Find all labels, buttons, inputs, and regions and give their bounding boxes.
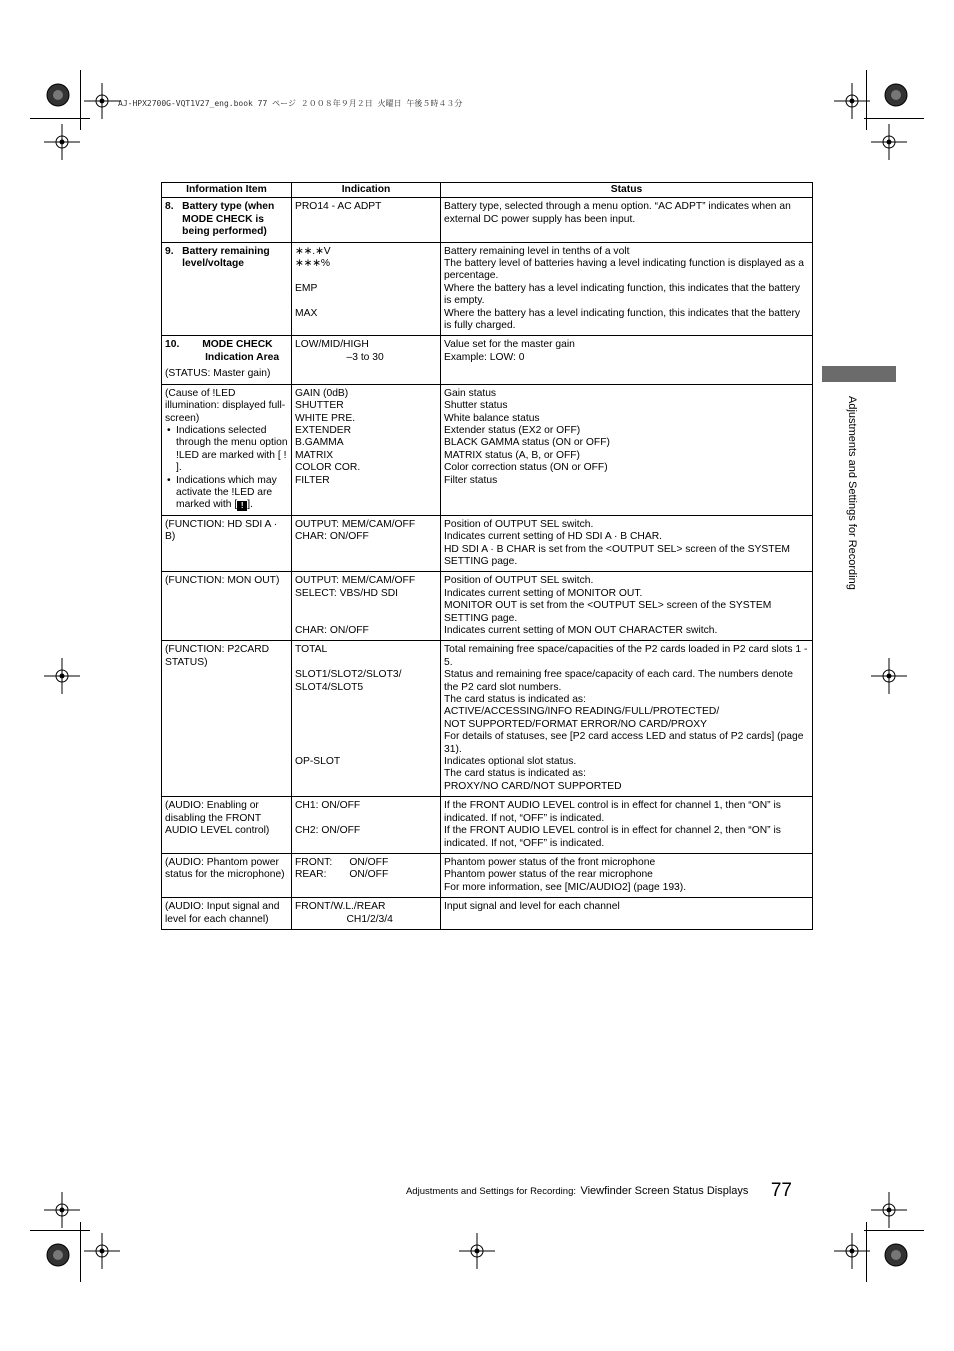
indication-text: SLOT4/SLOT5: [295, 681, 364, 693]
exclamation-box-icon: !: [237, 501, 247, 511]
indication-text: [295, 719, 437, 731]
status-text: Indicates current setting of MON OUT CHARACTER switch.: [444, 625, 718, 636]
item-text: (FUNCTION: P2CARD STATUS): [165, 644, 272, 668]
status-text: Color correction status (ON or OFF): [444, 462, 608, 474]
item-text: (FUNCTION: HD SDI A · B): [165, 518, 280, 543]
print-header-line: AJ-HPX2700G-VQT1V27_eng.book 77 ページ ２００８年９月２日 火曜日 午後５時４３分: [118, 99, 463, 108]
status-cell: [441, 515, 813, 572]
item-cell: [162, 853, 292, 897]
table-row: [162, 641, 813, 797]
item-text: 8. Battery type (when: [165, 201, 275, 213]
indication-text: B.GAMMA: [295, 437, 344, 449]
status-text: Status and remaining free space/capacity of each card. The numbers denote the P2 card slot numbers.: [444, 669, 796, 693]
crosshair-mark-icon: [44, 124, 80, 160]
status-text: Where the battery has a level indicating function, this indicates that the battery is empty.: [444, 282, 803, 307]
status-text: Input signal and level for each channel: [444, 901, 620, 913]
status-text: For details of statuses, see [P2 card access LED and status of P2 cards] (page 31).: [444, 731, 807, 755]
indication-text: FRONT: ON/OFF: [295, 856, 389, 868]
item-text: (AUDIO: Enabling or disabling the FRONT AUDIO LEVEL control): [165, 800, 270, 837]
item-cell: [162, 384, 292, 515]
indication-text: ∗∗.∗V: [295, 245, 331, 257]
status-cell: [441, 797, 813, 854]
item-text: level/voltage: [165, 258, 244, 270]
crosshair-mark-icon: [871, 658, 907, 694]
indication-cell: [292, 572, 441, 641]
item-cell: [162, 515, 292, 572]
indication-text: FILTER: [295, 474, 330, 486]
table-row: [162, 853, 813, 897]
column-header-item: Information Item: [162, 183, 292, 198]
section-tab-marker: [822, 366, 896, 382]
crop-line: [30, 1230, 90, 1231]
status-text: NOT SUPPORTED/FORMAT ERROR/NO CARD/PROXY: [444, 718, 707, 730]
crosshair-mark-icon: [84, 1233, 120, 1269]
status-cell: [441, 898, 813, 930]
table-row: [162, 198, 813, 242]
crosshair-mark-icon: [834, 83, 870, 119]
indication-text: FRONT/W.L./REAR: [295, 901, 386, 913]
item-cell: [162, 336, 292, 384]
footer-title: Viewfinder Screen Status Displays: [580, 1185, 749, 1197]
page-number: 77: [770, 1180, 792, 1201]
table-header-row: [162, 183, 813, 198]
crop-line: [80, 1222, 81, 1282]
status-text: The battery level of batteries having a level indicating function is displayed as a percentage.: [444, 258, 807, 282]
crosshair-mark-icon: [834, 1233, 870, 1269]
indication-text: COLOR COR.: [295, 462, 361, 474]
status-text: MATRIX status (A, B, or OFF): [444, 449, 580, 461]
status-text: White balance status: [444, 412, 540, 424]
crop-line: [864, 118, 924, 119]
crop-line: [866, 70, 867, 130]
indication-text: LOW/MID/HIGH: [295, 339, 369, 351]
indication-text: WHITE PRE.: [295, 412, 356, 424]
indication-text: MATRIX: [295, 449, 334, 461]
registration-disc-icon: [884, 83, 908, 107]
indication-text: OUTPUT: MEM/CAM/OFF: [295, 518, 416, 530]
indication-cell: [292, 384, 441, 515]
status-text: Indicates optional slot status.: [444, 756, 577, 768]
status-text: Value set for the master gain: [444, 339, 575, 351]
status-text: Indicates current setting of HD SDI A · B CHAR.: [444, 531, 663, 543]
indication-cell: [292, 515, 441, 572]
item-text: MODE CHECK is: [165, 213, 264, 225]
table-row: [162, 898, 813, 930]
indication-text: [295, 295, 437, 307]
indication-text: –3 to 30: [295, 351, 384, 363]
indication-cell: [292, 336, 441, 384]
column-header-indication: Indication: [292, 183, 441, 198]
indication-cell: [292, 641, 441, 797]
status-text: Battery type, selected through a menu option. “AC ADPT” indicates when an external DC power supply has been input.: [444, 201, 794, 225]
item-cell: [162, 572, 292, 641]
status-cell: [441, 242, 813, 336]
indication-text: ∗∗∗%: [295, 258, 331, 270]
indication-cell: [292, 898, 441, 930]
registration-disc-icon: [884, 1243, 908, 1267]
indication-text: GAIN (0dB): [295, 387, 349, 399]
status-cell: [441, 853, 813, 897]
crop-line: [30, 118, 90, 119]
crosshair-mark-icon: [871, 1192, 907, 1228]
status-text: The card status is indicated as:: [444, 694, 586, 706]
indication-text: OUTPUT: MEM/CAM/OFF: [295, 575, 416, 587]
page-footer: [406, 1180, 792, 1202]
table-row: [162, 384, 813, 515]
item-bullet: [165, 425, 288, 475]
column-header-status: Status: [441, 183, 813, 198]
status-text: The card status is indicated as:: [444, 768, 586, 780]
indication-text: EMP: [295, 282, 318, 294]
status-text: Indicates current setting of MONITOR OUT.: [444, 587, 643, 599]
registration-disc-icon: [46, 1243, 70, 1267]
status-text: HD SDI A · B CHAR is set from the <OUTPUT SEL> screen of the SYSTEM SETTING page.: [444, 543, 793, 567]
item-text: being performed): [165, 226, 267, 238]
item-text: (AUDIO: Input signal and level for each channel): [165, 901, 283, 925]
item-cell: [162, 898, 292, 930]
item-cell: [162, 198, 292, 242]
indication-text: [295, 600, 437, 612]
status-text: MONITOR OUT is set from the <OUTPUT SEL> screen of the SYSTEM SETTING page.: [444, 600, 775, 624]
registration-disc-icon: [46, 83, 70, 107]
status-text: Position of OUTPUT SEL switch.: [444, 518, 594, 530]
side-section-label: Adjustments and Settings for Recording: [846, 396, 858, 590]
indication-text: SHUTTER: [295, 400, 344, 412]
indication-text: REAR: ON/OFF: [295, 869, 389, 881]
indication-cell: [292, 242, 441, 336]
crosshair-mark-icon: [44, 1192, 80, 1228]
indication-text: [295, 706, 437, 718]
indication-text: SLOT1/SLOT2/SLOT3/: [295, 669, 402, 681]
crop-line: [866, 1222, 867, 1282]
item-cell: [162, 242, 292, 336]
status-text: Shutter status: [444, 400, 508, 412]
indication-text: CH2: ON/OFF: [295, 825, 361, 837]
status-text: For more information, see [MIC/AUDIO2] (page 193).: [444, 881, 687, 893]
status-text: Extender status (EX2 or OFF): [444, 424, 581, 436]
indication-text: [295, 613, 437, 625]
item-subtext: (STATUS: Master gain): [165, 368, 271, 380]
status-cell: [441, 384, 813, 515]
indication-text: EXTENDER: [295, 424, 352, 436]
item-bullet-text: Indications which may activate the !LED are marked with [: [176, 474, 277, 511]
status-text: Phantom power status of the front microphone: [444, 856, 656, 868]
item-bullet-text: Indications selected through the menu option !LED are marked with [ ! ].: [176, 424, 288, 474]
status-text: Where the battery has a level indicating function, this indicates that the battery is fully charged.: [444, 307, 803, 332]
status-text: Filter status: [444, 474, 498, 486]
item-text: (AUDIO: Phantom power status for the microphone): [165, 856, 285, 881]
item-text: (FUNCTION: MON OUT): [165, 575, 280, 587]
indication-text: [295, 657, 437, 669]
status-cell: [441, 198, 813, 242]
item-bullet: [165, 475, 288, 512]
status-text: PROXY/NO CARD/NOT SUPPORTED: [444, 780, 622, 792]
table-row: [162, 797, 813, 854]
item-bullet-list: [165, 425, 288, 512]
item-text: Indication Area: [165, 351, 280, 363]
indication-text: MAX: [295, 307, 318, 319]
indication-cell: [292, 198, 441, 242]
indication-text: PRO14 - AC ADPT: [295, 201, 382, 213]
crop-line: [80, 70, 81, 130]
status-text: Example: LOW: 0: [444, 351, 525, 363]
indication-text: OP-SLOT: [295, 755, 341, 767]
status-display-table: [161, 182, 813, 930]
indication-text: SELECT: VBS/HD SDI: [295, 587, 398, 599]
indication-text: [295, 694, 437, 706]
item-bullet-tail: ].: [247, 499, 253, 511]
status-cell: [441, 336, 813, 384]
indication-text: [295, 813, 437, 825]
crop-line: [864, 1230, 924, 1231]
crosshair-mark-icon: [44, 658, 80, 694]
indication-text: CHAR: ON/OFF: [295, 531, 369, 543]
indication-text: CH1: ON/OFF: [295, 800, 361, 812]
crosshair-mark-icon: [84, 83, 120, 119]
status-text: ACTIVE/ACCESSING/INFO READING/FULL/PROTECTED/: [444, 706, 720, 718]
table-body: [162, 198, 813, 930]
status-cell: [441, 641, 813, 797]
indication-cell: [292, 797, 441, 854]
item-text: 10. MODE CHECK: [165, 339, 273, 351]
indication-text: TOTAL: [295, 644, 328, 656]
crosshair-mark-icon: [871, 124, 907, 160]
indication-text: CHAR: ON/OFF: [295, 624, 369, 636]
status-text: Phantom power status of the rear microphone: [444, 869, 653, 881]
status-text: If the FRONT AUDIO LEVEL control is in effect for channel 1, then “ON” is indicated. If not, “OFF” is indicated.: [444, 800, 784, 824]
status-text: Position of OUTPUT SEL switch.: [444, 575, 594, 587]
indication-text: [295, 744, 437, 756]
indication-text: [295, 731, 437, 743]
status-text: BLACK GAMMA status (ON or OFF): [444, 437, 610, 449]
footer-section: Adjustments and Settings for Recording:: [405, 1186, 577, 1197]
indication-text: [295, 270, 437, 282]
status-text: If the FRONT AUDIO LEVEL control is in effect for channel 2, then “ON” is indicated. If not, “OFF” is indicated.: [444, 825, 784, 849]
item-cell: [162, 797, 292, 854]
item-cell: [162, 641, 292, 797]
table-row: [162, 242, 813, 336]
table-row: [162, 515, 813, 572]
status-text: Total remaining free space/capacities of the P2 cards loaded in P2 card slots 1 - 5.: [444, 644, 811, 668]
item-text: 9. Battery remaining: [165, 245, 270, 257]
item-text: (Cause of !LED illumination: displayed full-screen): [165, 387, 286, 424]
crosshair-mark-icon: [459, 1233, 495, 1269]
status-cell: [441, 572, 813, 641]
status-text: Gain status: [444, 387, 497, 399]
indication-text: CH1/2/3/4: [295, 913, 393, 925]
table-row: [162, 572, 813, 641]
indication-cell: [292, 853, 441, 897]
status-text: Battery remaining level in tenths of a volt: [444, 245, 630, 257]
table-row: [162, 336, 813, 384]
